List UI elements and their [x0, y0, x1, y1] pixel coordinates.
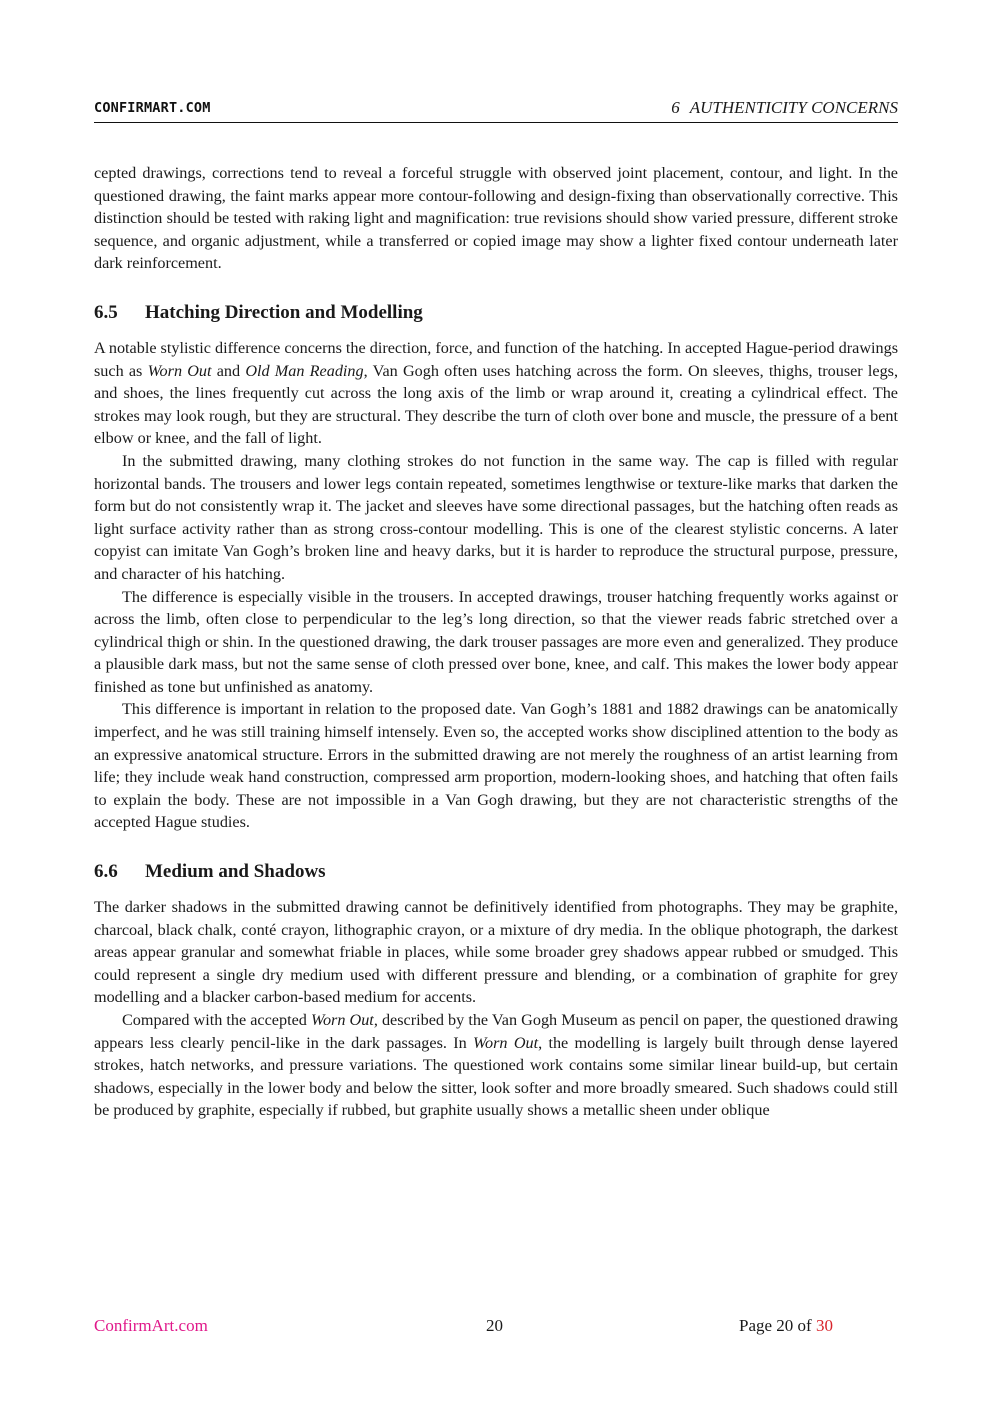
header-site-logo: CONFIRMART.COM	[94, 100, 211, 116]
paragraph: Compared with the accepted Worn Out, described by the Van Gogh Museum as pencil on paper, the questioned drawing appears less clearly pencil-like in the dark passages. In Worn Out, the modelling is largely built through dense layered strokes, hatch networks, and pressure variations. The questioned work contains some similar linear build-up, but certain shadows, especially in the lower body and below the sitter, look softer and more broadly smeared. Such shadows could still be produced by graphite, especially if rubbed, but graphite usually shows a metallic sheen under oblique	[94, 1011, 899, 1120]
paragraph: The darker shadows in the submitted drawing cannot be definitively identified from photographs. They may be graphite, charcoal, black chalk, conté crayon, lithographic crayon, or a mixture of dry media. In the oblique photograph, the darkest areas appear granular and somewhat friable in places, while some broader grey shadows appear rubbed or smudged. This could represent a single dry medium used with different pressure and blending, or a combination of graphite for grey modelling and a blacker carbon-based medium for accents.	[94, 898, 898, 1007]
artwork-title: Old Man Reading	[245, 361, 364, 380]
paragraph: A notable stylistic difference concerns the direction, force, and function of the hatching. In accepted Hague-period drawings such as Worn Out and Old Man Reading, Van Gogh often uses hatching across the form. On sleeves, thighs, trouser legs, and shoes, the lines frequently cut across the long axis of the limb or wrap around it, creating a cylindrical effect. The strokes may look rough, but they are structural. They describe the turn of cloth over bone and muscle, the pressure of a bent elbow or knee, and the fall of light.	[94, 338, 899, 448]
section-heading-6-5	[94, 301, 898, 325]
artwork-title: Worn Out	[473, 1033, 539, 1052]
running-header	[94, 98, 898, 123]
footer-total-pages-link[interactable]: 30	[815, 1316, 833, 1335]
page-body	[94, 162, 898, 1122]
header-section	[671, 98, 898, 118]
footer-site-link[interactable]: ConfirmArt.com	[94, 1316, 208, 1335]
page-footer	[94, 1316, 898, 1340]
paragraph: The difference is especially visible in the trousers. In accepted drawings, trouser hatching frequently works against or across the limb, often close to perpendicular to the leg’s long direction, so that the viewer reads fabric stretched over a cylindrical thigh or shin. In the questioned drawing, the dark trouser passages are more even and generalized. They produce a plausible dark mass, but not the same sense of cloth pressed over bone, knee, and calf. This makes the lower body appear finished as tone but unfinished as anatomy.	[94, 587, 898, 696]
section-heading-6-6	[94, 860, 898, 884]
footer-page-number: 20	[486, 1316, 503, 1335]
header-section-number: 6	[671, 98, 680, 117]
section-title: Hatching Direction and Modelling	[145, 301, 423, 323]
paragraph: In the submitted drawing, many clothing strokes do not function in the same way. The cap is filled with regular horizontal bands. The trousers and lower legs contain repeated, sometimes lengthwise or texture-like marks that darken the form but do not consistently wrap it. The jacket and sleeves have some directional passages, but the hatching often reads as light surface activity rather than as strong cross-contour modelling. This is one of the clearest stylistic concerns. A later copyist can imitate Van Gogh’s broken line and heavy darks, but it is harder to reproduce the structural purpose, pressure, and character of his hatching.	[94, 451, 898, 583]
section-title: Medium and Shadows	[145, 861, 326, 883]
section-number: 6.5	[94, 301, 118, 323]
artwork-title: Worn Out	[310, 1011, 374, 1029]
footer-page-count: Page 20 of 30	[739, 1316, 833, 1335]
section-number: 6.6	[94, 861, 118, 883]
paragraph-continued: cepted drawings, corrections tend to reveal a forceful struggle with observed joint placement, contour, and light. In the questioned drawing, the faint marks appear more contour-following and design-fixing than observationally corrective. This distinction should be tested with raking light and magnification: true revisions should show varied pressure, different stroke sequence, and organic adjustment, while a transferred or copied image may show a lighter fixed contour underneath later dark reinforcement.	[94, 164, 898, 273]
artwork-title: Worn Out	[147, 361, 212, 380]
paragraph: This difference is important in relation to the proposed date. Van Gogh’s 1881 and 1882 drawings can be anatomically imperfect, and he was still training himself intensely. Even so, the accepted works show disciplined attention to the body as an expressive anatomical structure. Errors in the submitted drawing are not merely the roughness of an artist learning from life; they include weak hand construction, compressed arm proportion, modern-looking shoes, and hatching that often fails to explain the body. These are not impossible in a Van Gogh drawing, but they are not characteristic strengths of the accepted Hague studies.	[94, 700, 898, 832]
header-section-title: AUTHENTICITY CONCERNS	[689, 98, 898, 117]
